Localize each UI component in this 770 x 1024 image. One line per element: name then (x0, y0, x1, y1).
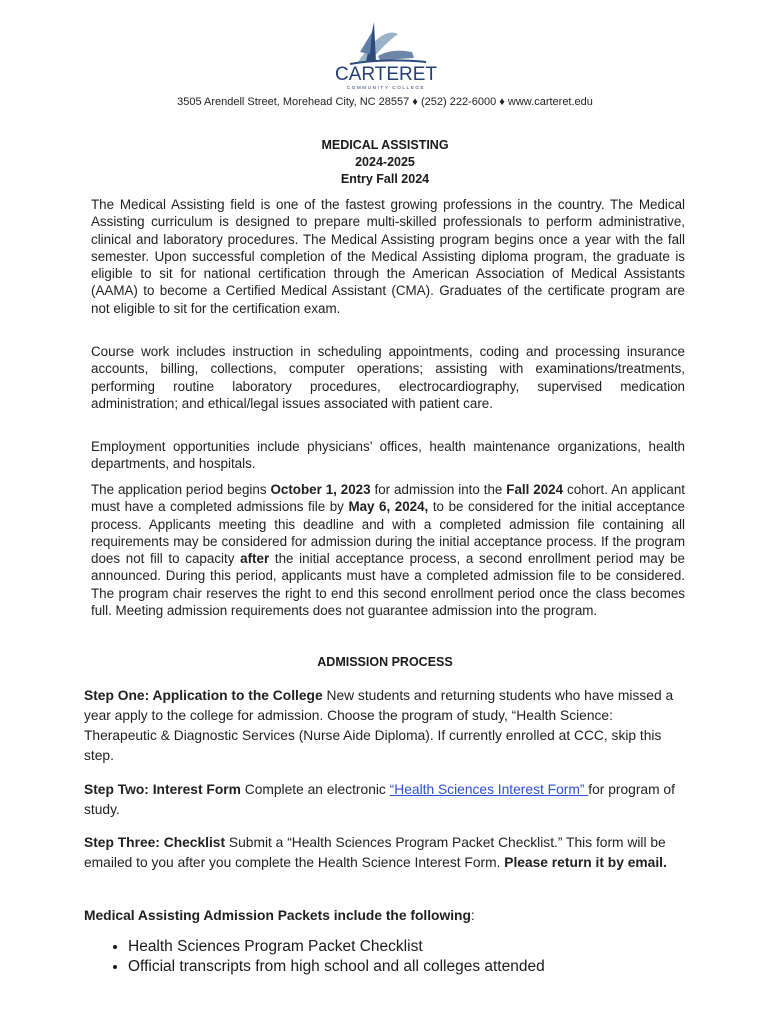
admission-process-heading: ADMISSION PROCESS (317, 655, 453, 669)
packet-items-list (84, 937, 728, 977)
logo-subtitle: COMMUNITY COLLEGE (346, 85, 426, 90)
list-item: • Official transcripts from high school and all colleges attended (128, 957, 728, 977)
intro-paragraph: The Medical Assisting field is one of the fastest growing professions in the country. The Medical Assisting curriculum is designed to prepare multi-skilled professionals to perform administrative, clinical and laboratory procedures. The Medical Assisting program begins once a year with the fall semester. Upon successful completion of the Medical Assisting diploma program, the graduate is eligible to sit for national certification through the American Association of Medical Assistants (AAMA) to become a Certified Medical Assistant (CMA). Graduates of the certificate program are not eligible to sit for the certification exam. (91, 197, 685, 316)
carteret-logo (330, 18, 442, 92)
program-title: MEDICAL ASSISTING (321, 138, 449, 152)
step-three-label: Step Three: Checklist (84, 835, 226, 850)
program-year: 2024-2025 (355, 155, 415, 169)
application-paragraph: The application period begins October 1, 2023 for admission into the Fall 2024 cohort. An applicant must have a completed admissions file by May 6, 2024, to be considered for the initial acceptance process. Applicants meeting this deadline and with a completed admission file containing all requirements may be considered for admission during the initial acceptance process. If the program does not fill to capacity after the initial acceptance process, a second enrollment period may be announced. During this period, applicants must have a completed admission file to be considered. The program chair reserves the right to end this second enrollment period once the class becomes full. Meeting admission requirements does not guarantee admission into the program. (91, 482, 686, 619)
step-one: Step One: Application to the College New students and returning students who have missed a year apply to the college for admission. Choose the program of study, “Health Science: Therapeutic & Diagnostic Services (Nurse Aide Diploma). If currently enrolled at CCC, skip this step. (84, 688, 674, 763)
sailboat-icon (350, 22, 426, 64)
employment-paragraph: Employment opportunities include physicians’ offices, health maintenance organizations, health departments, and hospitals. (91, 439, 685, 472)
packets-heading: Medical Assisting Admission Packets include the following: (84, 908, 475, 923)
step-one-label: Step One: Application to the College (84, 688, 323, 703)
interest-form-link[interactable]: “Health Sciences Interest Form” (389, 782, 589, 797)
address-line: 3505 Arendell Street, Morehead City, NC 28557 ♦ (252) 222-6000 ♦ www.carteret.edu (177, 96, 593, 108)
program-entry: Entry Fall 2024 (340, 172, 430, 186)
document-title (0, 137, 770, 188)
logo-name: CARTERET (334, 64, 438, 85)
coursework-paragraph: Course work includes instruction in scheduling appointments, coding and processing insurance accounts, billing, collections, computer operations; assisting with examinations/treatments, performing routine laboratory procedures, electrocardiography, supervised medication administration; and ethical/legal issues associated with patient care. (91, 344, 685, 411)
list-item: • Health Sciences Program Packet Checklist (128, 937, 728, 957)
step-three: Step Three: Checklist Submit a “Health Sciences Program Packet Checklist.” This form will be emailed to you after you complete the Health Science Interest Form. Please return it by email. (84, 835, 667, 870)
step-two: Step Two: Interest Form Complete an electronic “Health Sciences Interest Form” for program of study. (84, 782, 675, 817)
step-two-label: Step Two: Interest Form (84, 782, 241, 797)
